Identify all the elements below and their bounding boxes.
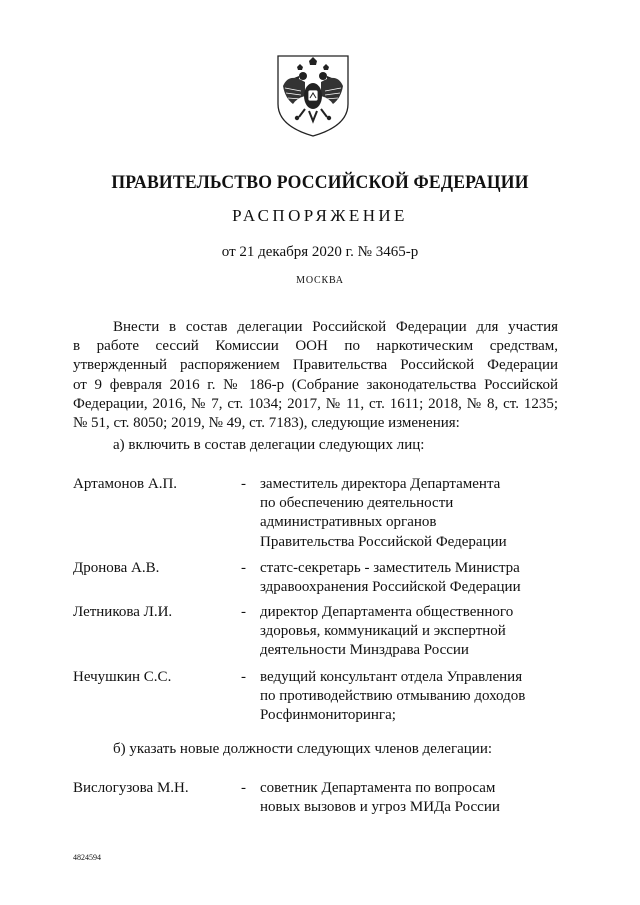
member-position	[260, 559, 560, 597]
position-line: новых вызовов и угроз МИДа России	[260, 799, 500, 816]
position-line: Правительства Российской Федерации	[260, 533, 507, 550]
position-line: административных органов	[260, 514, 437, 531]
position-line: по обеспечению деятельности	[260, 495, 454, 512]
position-line: здоровья, коммуникаций и экспертной	[260, 623, 506, 640]
position-line: по противодействию отмыванию доходов	[260, 688, 526, 705]
member-position	[260, 668, 560, 726]
position-line: директор Департамента общественного	[260, 604, 514, 620]
position-line: заместитель директора Департамента	[260, 476, 501, 492]
section-b-heading: б) указать новые должности следующих членов делегации:	[113, 741, 493, 757]
document-date-number: от 21 декабря 2020 г. № 3465-р	[221, 244, 419, 260]
member-position	[260, 603, 560, 661]
position-line: Росфинмониторинга;	[260, 707, 396, 724]
position-line: деятельности Минздрава России	[260, 642, 469, 659]
paragraph-line: № 51, ст. 8050; 2019, № 49, ст. 7183), следующие изменения:	[73, 415, 460, 432]
paragraph-line: утвержденный распоряжением Правительства Российской Федерации	[73, 357, 558, 374]
member-name: Артамонов А.П.	[73, 476, 178, 492]
section-a-heading: а) включить в состав делегации следующих лиц:	[113, 437, 425, 453]
member-dash: -	[241, 476, 246, 492]
document-type: РАСПОРЯЖЕНИЕ	[232, 206, 408, 225]
member-dash: -	[241, 669, 246, 685]
coat-of-arms-icon	[275, 54, 351, 138]
main-paragraph	[73, 318, 558, 433]
paragraph-line: Внести в состав делегации Российской Федерации для участия	[113, 319, 558, 335]
position-line: советник Департамента по вопросам	[260, 780, 496, 796]
member-position	[260, 475, 560, 552]
member-name: Летникова Л.И.	[73, 604, 173, 620]
member-dash: -	[241, 560, 246, 576]
document-code: 4824594	[73, 853, 101, 862]
position-line: ведущий консультант отдела Управления	[260, 669, 523, 685]
city-label: МОСКВА	[296, 275, 344, 286]
paragraph-line: в работе сессий Комиссии ООН по наркотическим средствам,	[73, 338, 558, 355]
paragraph-line: от 9 февраля 2016 г. № 186-р (Собрание законодательства Российской	[73, 376, 558, 393]
position-line: статс-секретарь - заместитель Министра	[260, 560, 520, 576]
paragraph-line: Федерации, 2016, № 7, ст. 1034; 2017, № 11, ст. 1611; 2018, № 8, ст. 1235;	[73, 395, 558, 412]
position-line: здравоохранения Российской Федерации	[260, 579, 521, 596]
member-dash: -	[241, 604, 246, 620]
government-title: ПРАВИТЕЛЬСТВО РОССИЙСКОЙ ФЕДЕРАЦИИ	[111, 172, 529, 193]
member-name: Дронова А.В.	[73, 560, 160, 576]
member-name: Нечушкин С.С.	[73, 669, 172, 685]
member-position	[260, 779, 560, 817]
member-name: Вислогузова М.Н.	[73, 780, 189, 796]
member-dash: -	[241, 780, 246, 796]
